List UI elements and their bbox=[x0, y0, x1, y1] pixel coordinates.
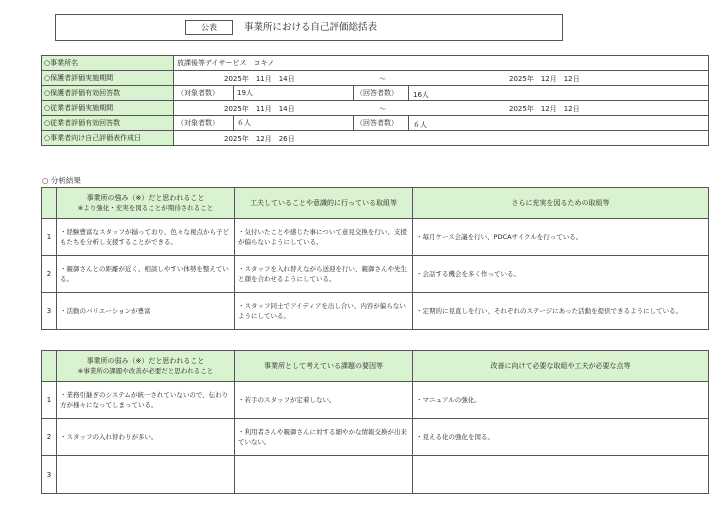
staff-end-date: 2025年 12月 12日 bbox=[509, 105, 580, 113]
row-number: 1 bbox=[42, 219, 57, 256]
staff-start-date: 2025年 11月 14日 bbox=[224, 105, 295, 113]
weaknesses-num-header bbox=[42, 351, 57, 382]
weaknesses-header-row bbox=[42, 351, 709, 382]
effort-cell: ・スタッフ同士でアイディアを出し合い、内容が偏らないようにしている。 bbox=[235, 293, 413, 330]
guardian-period-row bbox=[42, 71, 709, 86]
guardian-target-value: 19人 bbox=[234, 86, 354, 101]
strengths-num-header bbox=[42, 188, 57, 219]
strengths-header-sub: ※より強化・充実を図ることが期待されること bbox=[77, 204, 214, 212]
cause-cell: ・利用者さんや親御さんに対する細やかな情報交換が出来ていない。 bbox=[235, 419, 413, 456]
weaknesses-header-main: 事業所の弱み（※）だと思われること bbox=[86, 357, 205, 365]
guardian-response-cell bbox=[354, 86, 709, 101]
strength-cell: ・経験豊富なスタッフが揃っており、色々な視点から子どもたちを分析し支援することができる。 bbox=[57, 219, 235, 256]
row-number: 2 bbox=[42, 419, 57, 456]
office-name: 放課後等デイサービス コキノ bbox=[174, 56, 709, 71]
guardian-target-label: （対象者数） bbox=[174, 86, 234, 101]
effort-cell: ・気付いたことや感じた事について意見交換を行い、支援が偏らないようにしている。 bbox=[235, 219, 413, 256]
guardian-period-cell bbox=[174, 71, 709, 86]
guardian-count-label: ○保護者評価有効回答数 bbox=[42, 86, 174, 101]
weaknesses-table bbox=[41, 350, 709, 494]
creation-date: 2025年 12月 26日 bbox=[224, 135, 295, 143]
table-row bbox=[42, 256, 709, 293]
strength-cell: ・活動のバリエーションが豊富 bbox=[57, 293, 235, 330]
strengths-header bbox=[57, 188, 235, 219]
strengths-improve-header: さらに充実を図るための取組等 bbox=[413, 188, 709, 219]
creation-label: ○事業者向け自己評価表作成日 bbox=[42, 131, 174, 146]
staff-count-row bbox=[42, 116, 709, 131]
weakness-cell: ・スタッフの入れ替わりが多い。 bbox=[57, 419, 235, 456]
public-badge: 公表 bbox=[185, 20, 233, 35]
weakness-cell bbox=[57, 456, 235, 494]
improvement-cell bbox=[413, 456, 709, 494]
weaknesses-header-sub: ※事業所の課題や改善が必要だと思われること bbox=[77, 367, 214, 375]
guardian-response-label: （回答者数） bbox=[354, 86, 409, 100]
improvement-cell: ・見える化の強化を図る。 bbox=[413, 419, 709, 456]
guardian-response-value: 16人 bbox=[413, 91, 429, 99]
strengths-header-main: 事業所の強み（※）だと思われること bbox=[86, 194, 205, 202]
row-number: 3 bbox=[42, 293, 57, 330]
staff-period-label: ○従業者評価実施期間 bbox=[42, 101, 174, 116]
table-row bbox=[42, 456, 709, 494]
improvement-cell: ・会話する機会を多く作っている。 bbox=[413, 256, 709, 293]
weaknesses-cause-header: 事業所として考えている課題の要因等 bbox=[235, 351, 413, 382]
improvement-cell: ・定期的に見直しを行い、それぞれのステージにあった活動を提供できるようにしている。 bbox=[413, 293, 709, 330]
row-number: 2 bbox=[42, 256, 57, 293]
table-row bbox=[42, 382, 709, 419]
staff-period-cell bbox=[174, 101, 709, 116]
staff-target-value: ６人 bbox=[234, 116, 354, 131]
staff-count-label: ○従業者評価有効回答数 bbox=[42, 116, 174, 131]
creation-row bbox=[42, 131, 709, 146]
effort-cell: ・スタッフを入れ替えながら送迎を行い、親御さんや先生と顔を合わせるようにしている。 bbox=[235, 256, 413, 293]
table-row bbox=[42, 293, 709, 330]
guardian-end-date: 2025年 12月 12日 bbox=[509, 75, 580, 83]
creation-cell bbox=[174, 131, 709, 146]
cause-cell: ・若手のスタッフが定着しない。 bbox=[235, 382, 413, 419]
table-row bbox=[42, 419, 709, 456]
office-row bbox=[42, 56, 709, 71]
guardian-period-label: ○保護者評価実施期間 bbox=[42, 71, 174, 86]
staff-response-label: （回答者数） bbox=[354, 116, 409, 130]
row-number: 1 bbox=[42, 382, 57, 419]
staff-period-row bbox=[42, 101, 709, 116]
analysis-section-label: ○ 分析結果 bbox=[42, 176, 81, 185]
staff-response-cell bbox=[354, 116, 709, 131]
weakness-cell: ・業務引継ぎのシステムが統一されていないので、伝わり方が様々になってしまっている。 bbox=[57, 382, 235, 419]
document-title: 事業所における自己評価総括表 bbox=[244, 22, 378, 33]
staff-tilde: ～ bbox=[379, 105, 386, 113]
guardian-start-date: 2025年 11月 14日 bbox=[224, 75, 295, 83]
improvement-cell: ・毎月ケース会議を行い、PDCAサイクルを行っている。 bbox=[413, 219, 709, 256]
guardian-count-row bbox=[42, 86, 709, 101]
improvement-cell: ・マニュアルの強化。 bbox=[413, 382, 709, 419]
tilde: ～ bbox=[379, 75, 386, 83]
strength-cell: ・親御さんとの距離が近く、相談しやすい体勢を整えている。 bbox=[57, 256, 235, 293]
row-number: 3 bbox=[42, 456, 57, 494]
strengths-effort-header: 工夫していることや意識的に行っている取組等 bbox=[235, 188, 413, 219]
weaknesses-header bbox=[57, 351, 235, 382]
strengths-table bbox=[41, 187, 709, 330]
staff-target-label: （対象者数） bbox=[174, 116, 234, 131]
staff-response-value: ６人 bbox=[413, 121, 427, 129]
cause-cell bbox=[235, 456, 413, 494]
office-label: ○事業所名 bbox=[42, 56, 174, 71]
info-table bbox=[41, 55, 709, 146]
strengths-header-row bbox=[42, 188, 709, 219]
table-row bbox=[42, 219, 709, 256]
weaknesses-improve-header: 改善に向けて必要な取組や工夫が必要な点等 bbox=[413, 351, 709, 382]
